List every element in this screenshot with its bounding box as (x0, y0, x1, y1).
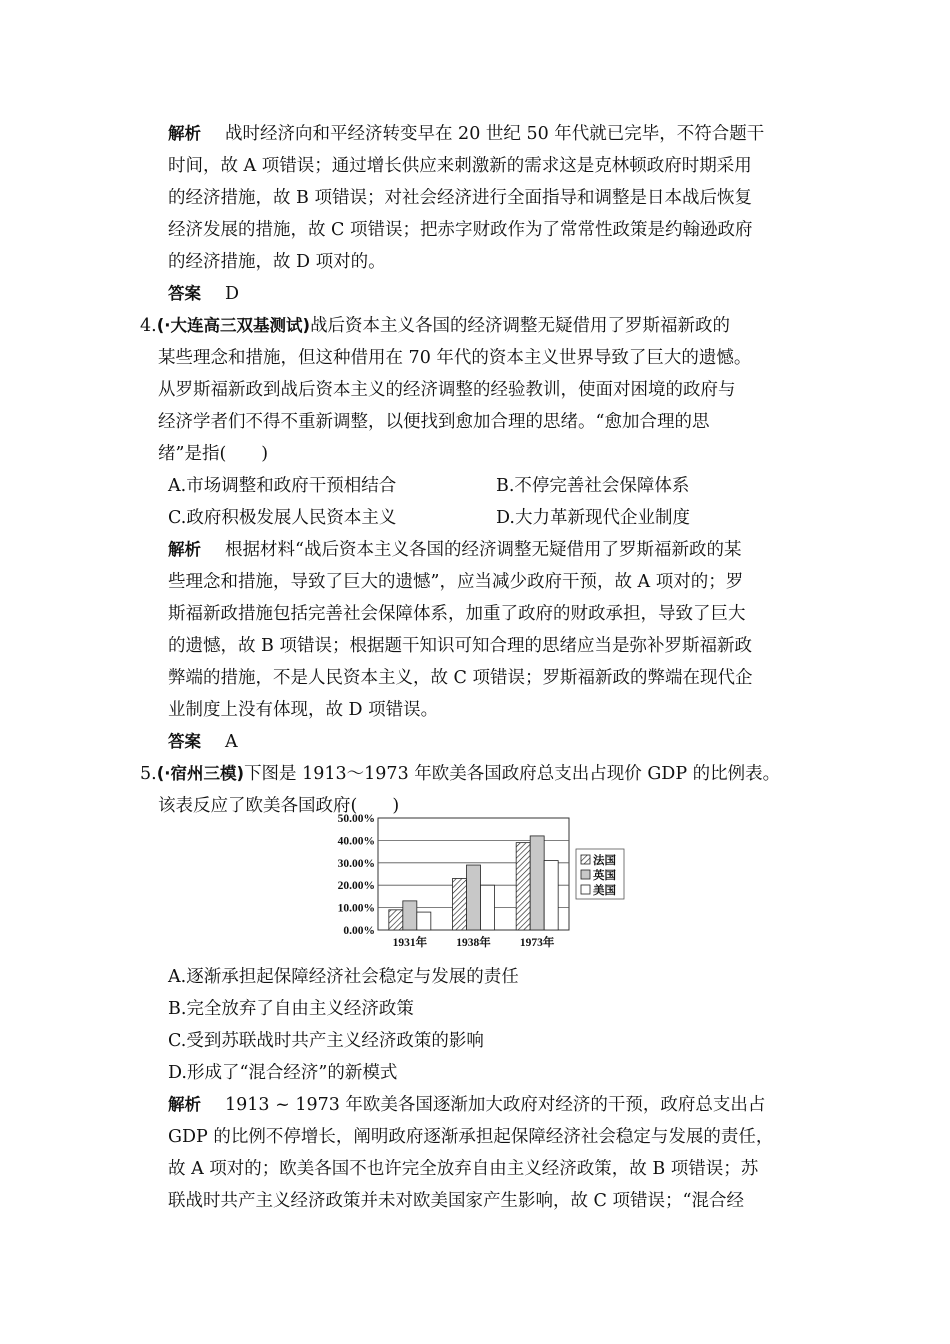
q4-stem-line-5: 绪”是指( ) (158, 444, 269, 464)
bar-美国 (481, 885, 495, 930)
q4-analysis-line-6: 业制度上没有体现，故 D 项错误。 (168, 700, 439, 720)
y-tick-label: 0.00% (343, 925, 375, 937)
bar-美国 (417, 912, 431, 930)
q4-answer-value: A (225, 732, 238, 752)
q4-option-a: A.市场调整和政府干预相结合 (168, 476, 397, 496)
legend-swatch (581, 855, 590, 864)
y-tick-label: 20.00% (337, 880, 375, 893)
q4-analysis-line-5: 弊端的措施，不是人民资本主义，故 C 项错误；罗斯福新政的弊端在现代企 (168, 668, 753, 688)
q4-stem-line-2: 某些理念和措施，但这种借用在 70 年代的资本主义世界导致了巨大的遗憾。 (158, 348, 752, 368)
q3-analysis-line-1 (168, 123, 764, 145)
y-tick-label: 50.00% (337, 813, 375, 825)
bar-chart (330, 812, 630, 960)
q4-stem-line-1 (140, 315, 730, 337)
q4-analysis-line-3: 斯福新政措施包括完善社会保障体系，加重了政府的财政承担，导致了巨大 (168, 604, 746, 624)
q4-analysis-line-4: 的遗憾，故 B 项错误；根据题干知识可知合理的思绪应当是弥补罗斯福新政 (168, 636, 752, 656)
q3-answer (168, 283, 239, 305)
q4-source: (·大连高三双基测试) (156, 316, 311, 335)
q4-option-b: B.不停完善社会保障体系 (496, 476, 690, 496)
y-tick-label: 30.00% (337, 857, 375, 870)
q3-analysis-line-5: 的经济措施，故 D 项对的。 (168, 252, 386, 272)
q3-answer-value: D (225, 284, 240, 304)
bar-英国 (467, 865, 481, 930)
q4-stem-line-3: 从罗斯福新政到战后资本主义的经济调整的经验教训，使面对困境的政府与 (158, 380, 736, 400)
bar-英国 (530, 836, 544, 930)
q4-option-d: D.大力革新现代企业制度 (496, 508, 690, 528)
q4-analysis-line-2: 些理念和措施，导致了巨大的遗憾”，应当减少政府干预，故 A 项对的；罗 (168, 572, 744, 592)
legend-swatch (581, 885, 590, 894)
bar-法国 (453, 878, 467, 930)
y-tick-label: 10.00% (337, 902, 375, 915)
q5-option-d: D.形成了“混合经济”的新模式 (168, 1063, 398, 1083)
legend-label: 英国 (593, 870, 616, 882)
y-tick-label: 40.00% (337, 835, 375, 848)
q4-analysis-label: 解析 (168, 540, 201, 559)
q3-analysis-label: 解析 (168, 124, 201, 143)
bar-法国 (516, 843, 530, 930)
q4-number: 4. (140, 316, 157, 336)
q4-analysis-line-1 (168, 539, 741, 561)
q5-option-b: B.完全放弃了自由主义经济政策 (168, 999, 414, 1019)
q5-analysis-label: 解析 (168, 1095, 201, 1114)
q5-stem-line-1 (140, 763, 780, 785)
legend-label: 法国 (593, 855, 616, 867)
q5-analysis-line-1 (168, 1094, 765, 1116)
q5-analysis-line-3: 故 A 项对的；欧美各国不也许完全放弃自由主义经济政策，故 B 项错误；苏 (168, 1159, 759, 1179)
x-tick-label: 1931年 (392, 937, 428, 949)
q4-answer-label: 答案 (168, 732, 201, 751)
q3-analysis-line-3: 的经济措施，故 B 项错误；对社会经济进行全面指导和调整是日本战后恢复 (168, 188, 752, 208)
q5-stem-line-2: 该表反应了欧美各国政府( ) (158, 796, 400, 816)
q5-option-c: C.受到苏联战时共产主义经济政策的影响 (168, 1031, 484, 1051)
q4-stem-text: 战后资本主义各国的经济调整无疑借用了罗斯福新政的 (310, 316, 731, 336)
q4-stem-line-4: 经济学者们不得不重新调整，以便找到愈加合理的思绪。“愈加合理的思 (158, 412, 710, 432)
q5-source: (·宿州三模) (156, 764, 245, 783)
bar-美国 (544, 861, 558, 930)
q3-answer-label: 答案 (168, 284, 201, 303)
q5-option-a: A.逐渐承担起保障经济社会稳定与发展的责任 (168, 967, 519, 987)
x-tick-label: 1938年 (456, 937, 491, 949)
q3-analysis-line-2: 时间，故 A 项错误；通过增长供应来刺激新的需求这是克林顿政府时期采用 (168, 156, 752, 176)
q5-analysis-line-4: 联战时共产主义经济政策并未对欧美国家产生影响，故 C 项错误；“混合经 (168, 1191, 744, 1211)
q5-stem-text: 下图是 1913～1973 年欧美各国政府总支出占现价 GDP 的比例表。 (244, 764, 781, 784)
q3-analysis-text: 战时经济向和平经济转变早在 20 世纪 50 年代就已完毕，不符合题干 (225, 124, 765, 144)
q5-analysis-line-2: GDP 的比例不停增长，阐明政府逐渐承担起保障经济社会稳定与发展的责任， (168, 1127, 774, 1147)
legend-swatch (581, 870, 590, 879)
x-tick-label: 1973年 (519, 937, 555, 949)
bar-法国 (389, 910, 403, 930)
q3-analysis-line-4: 经济发展的措施，故 C 项错误；把赤字财政作为了常常性政策是约翰逊政府 (168, 220, 753, 240)
q4-answer (168, 731, 238, 753)
q5-analysis-text: 1913 ~ 1973 年欧美各国逐渐加大政府对经济的干预，政府总支出占 (225, 1095, 766, 1115)
legend-label: 美国 (593, 885, 616, 897)
bar-英国 (403, 901, 417, 930)
q4-analysis-text: 根据材料“战后资本主义各国的经济调整无疑借用了罗斯福新政的某 (225, 540, 742, 560)
q5-number: 5. (140, 764, 157, 784)
q4-option-c: C.政府积极发展人民资本主义 (168, 508, 397, 528)
